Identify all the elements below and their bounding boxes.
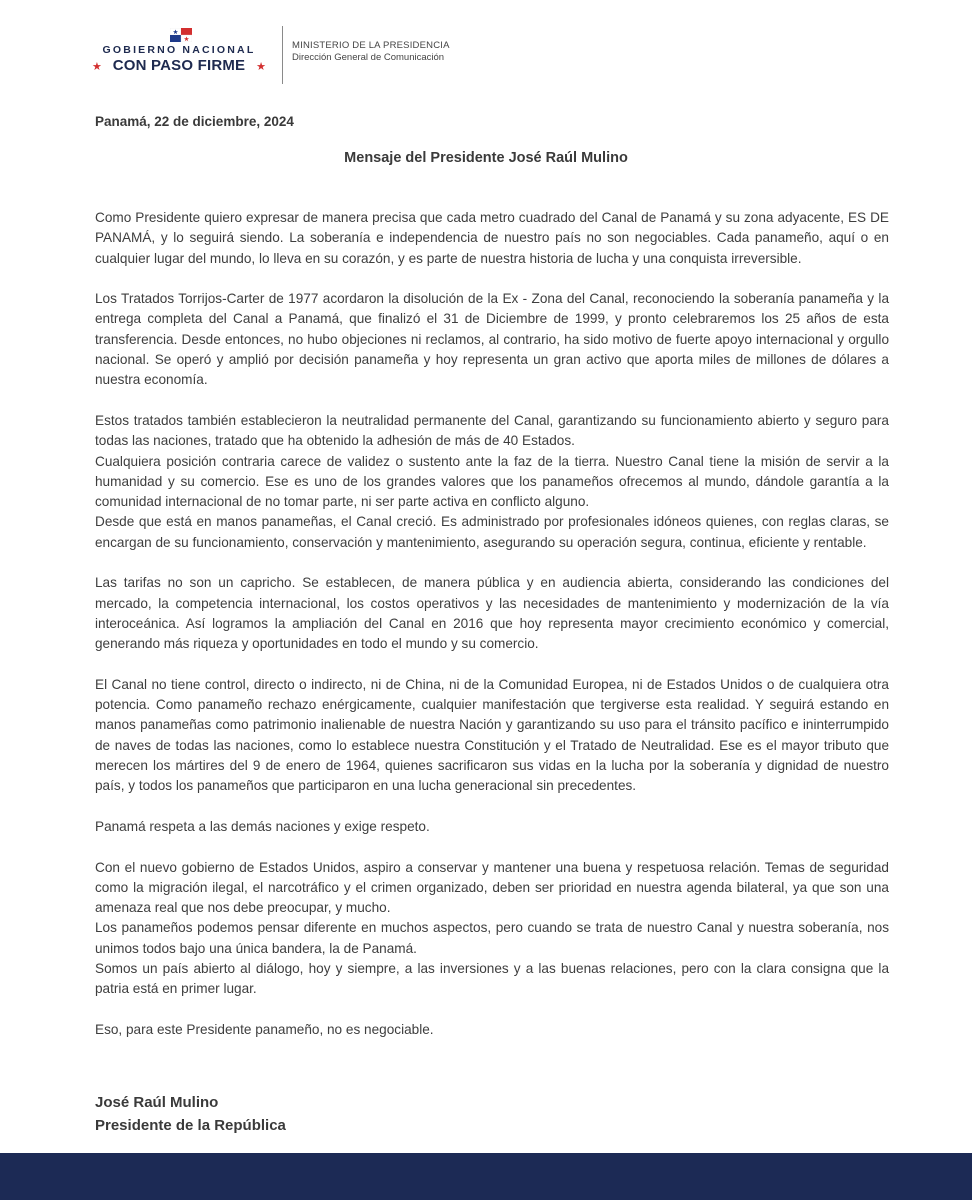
signature-title: Presidente de la República bbox=[95, 1117, 286, 1134]
letter-body bbox=[95, 208, 889, 1060]
letter-date: Panamá, 22 de diciembre, 2024 bbox=[95, 114, 294, 129]
signature-name: José Raúl Mulino bbox=[95, 1094, 219, 1111]
panama-flag-icon bbox=[170, 28, 192, 42]
star-icon: ★ bbox=[92, 61, 102, 73]
paragraph: Estos tratados también establecieron la neutralidad permanente del Canal, garantizando su funcionamiento abierto y seguro para todas las naciones, tratado que ha obtenido la adhesión de más de 40 Estados. bbox=[95, 412, 889, 449]
paragraph: Cualquiera posición contraria carece de validez o sustento ante la faz de la tierra. Nuestro Canal tiene la misión de servir a la humanidad y su comercio. Ese es uno de los grandes valores que los panameños ofrecemos al mundo, dándole garantía a la comunidad internacional de no tomar parte, ni ser parte activa en conflicto alguno. bbox=[95, 453, 889, 510]
ministry-name: MINISTERIO DE LA PRESIDENCIA bbox=[292, 40, 450, 51]
letterhead bbox=[88, 26, 588, 88]
paragraph: Somos un país abierto al diálogo, hoy y siempre, a las inversiones y a las buenas relaciones, pero con la clara consigna que la patria está en primer lugar. bbox=[95, 960, 889, 997]
star-icon: ★ bbox=[256, 61, 266, 73]
government-logo bbox=[88, 26, 270, 88]
footer-band bbox=[0, 1153, 972, 1200]
letter-title: Mensaje del Presidente José Raúl Mulino bbox=[344, 150, 628, 166]
paragraph: El Canal no tiene control, directo o indirecto, ni de China, ni de la Comunidad Europea, ni de Estados Unidos o de cualquiera otra potencia. Como panameño rechazo enérgicamente, cualquier manifestación que tergiverse esta realidad. Y seguirá estando en manos panameñas como patrimonio inalienable de nuestra Nación y garantizando su uso para el tránsito pacífico e ininterrumpido de naves de todas las naciones, como lo establece nuestra Constitución y el Tratado de Neutralidad. Ese es el mayor tributo que merecen los mártires del 9 de enero de 1964, quienes sacrificaron sus vidas en la lucha por la soberanía y dignidad de nuestro país, y todos los panameños que participaron en una lucha generacional sin precedentes. bbox=[95, 676, 889, 794]
paragraph: Como Presidente quiero expresar de manera precisa que cada metro cuadrado del Canal de Panamá y su zona adyacente, ES DE PANAMÁ, y lo seguirá siendo. La soberanía e independencia de nuestro país no son negociables. Cada panameño, aquí o en cualquier lugar del mundo, lo lleva en su corazón, y es parte de nuestra historia de lucha y una conquista irreversible. bbox=[95, 210, 889, 266]
header-divider bbox=[282, 26, 283, 84]
department-name: Dirección General de Comunicación bbox=[292, 52, 445, 63]
ministry-block bbox=[292, 40, 572, 63]
logo-line1: GOBIERNO NACIONAL bbox=[102, 44, 256, 56]
paragraph: Los panameños podemos pensar diferente en muchos aspectos, pero cuando se trata de nuestro Canal y nuestra soberanía, nos unimos todos bajo una única bandera, la de Panamá. bbox=[95, 920, 889, 956]
paragraph: Las tarifas no son un capricho. Se establecen, de manera pública y en audiencia abierta, considerando las condiciones del mercado, la competencia internacional, los costos operativos y las necesidades de mantenimiento y modernización de la vía interoceánica. Así logramos la ampliación del Canal en 2016 que hoy representa mayor crecimiento económico y comercial, generando más riqueza y oportunidades en todo el mundo y su comercio. bbox=[95, 575, 889, 652]
logo-line2: CON PASO FIRME bbox=[112, 57, 246, 74]
paragraph: Panamá respeta a las demás naciones y exige respeto. bbox=[95, 818, 430, 834]
paragraph: Desde que está en manos panameñas, el Canal creció. Es administrado por profesionales idóneos quienes, con reglas claras, se encargan de su funcionamiento, conservación y mantenimiento, asegurando su operación segura, continua, eficiente y rentable. bbox=[95, 514, 889, 550]
paragraph: Eso, para este Presidente panameño, no es negociable. bbox=[95, 1021, 434, 1037]
paragraph: Los Tratados Torrijos-Carter de 1977 acordaron la disolución de la Ex - Zona del Canal, reconociendo la soberanía panameña y la entrega completa del Canal a Panamá, que finalizó el 31 de Diciembre de 1999, y pronto celebraremos los 25 años de esta transferencia. Desde entonces, no hubo objeciones ni reclamos, al contrario, ha sido motivo de fuerte apoyo internacional y orgullo nacional. Se operó y amplió por decisión panameña y hoy representa un gran activo que aporta miles de millones de dólares a nuestra economía. bbox=[95, 291, 889, 388]
paragraph: Con el nuevo gobierno de Estados Unidos, aspiro a conservar y mantener una buena y respetuosa relación. Temas de seguridad como la migración ilegal, el narcotráfico y el crimen organizado, deben ser prioridad en nuestra agenda bilateral, ya que son una amenaza real que nos debe preocupar, y mucho. bbox=[95, 859, 889, 916]
signature-block bbox=[95, 1091, 286, 1137]
